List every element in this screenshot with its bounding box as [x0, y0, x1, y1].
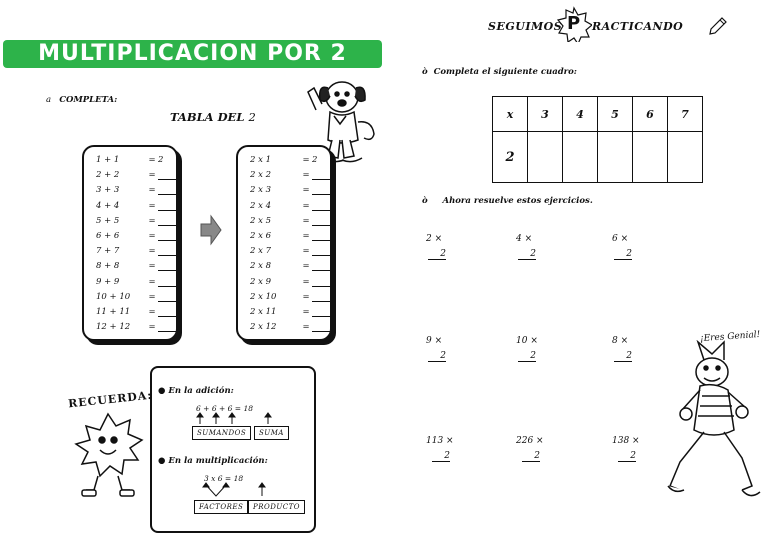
grid-header-cell: 3 — [528, 97, 563, 132]
bullet-icon: ● — [158, 456, 166, 466]
equals-sign: = — [148, 306, 156, 317]
multiplication-expression: 2 x 10 — [250, 291, 277, 302]
multiplication-answer-blank[interactable] — [312, 216, 334, 226]
title-banner: MULTIPLICACION POR 2 — [3, 40, 382, 68]
grid-answer-cell[interactable] — [528, 132, 563, 183]
exercise-bottom: 2 — [518, 249, 536, 260]
grid-header-cell: x — [493, 97, 528, 132]
adicion-heading-text: En la adición: — [168, 386, 234, 396]
exercise — [426, 234, 446, 260]
addition-row — [96, 199, 180, 214]
pencil-icon — [708, 16, 728, 38]
practicando-header — [488, 6, 738, 46]
equals-sign: = — [302, 200, 310, 211]
addition-expression: 11 + 11 — [96, 306, 131, 317]
addition-row — [96, 244, 180, 259]
grid-answer-cell[interactable] — [633, 132, 668, 183]
multiplication-answer-blank[interactable] — [312, 231, 334, 241]
exercise-top: 138 × — [612, 436, 640, 446]
grid-header-cell: 7 — [668, 97, 703, 132]
producto-label: PRODUCTO — [248, 500, 305, 514]
addition-answer-blank[interactable] — [158, 261, 180, 271]
exercise-top: 2 × — [426, 234, 443, 244]
equals-sign: = — [148, 230, 156, 241]
multiplication-row — [250, 168, 334, 183]
multiplication-row — [250, 153, 334, 168]
exercise-bottom: 2 — [518, 351, 536, 362]
exercise — [612, 336, 632, 362]
addition-answer-blank[interactable] — [158, 277, 180, 287]
exercise — [612, 436, 640, 462]
multiplication-expression: 2 x 11 — [250, 306, 277, 317]
addition-row — [96, 275, 180, 290]
addition-expression: 9 + 9 — [96, 276, 120, 287]
exercise-bottom: 2 — [432, 451, 450, 462]
exercise — [516, 436, 544, 462]
multiplication-expression: 2 x 3 — [250, 185, 272, 196]
exercise-top: 9 × — [426, 336, 443, 346]
multiplication-answer-blank[interactable] — [312, 277, 334, 287]
exercise — [516, 336, 538, 362]
multiplication-row — [250, 275, 334, 290]
q1-bullet: ò — [422, 67, 428, 77]
exercise — [426, 336, 446, 362]
multiplication-row — [250, 229, 334, 244]
mult-heading-text: En la multiplicación: — [168, 456, 268, 466]
addition-list — [96, 153, 180, 335]
mult-expression: 3 x 6 = 18 — [204, 474, 244, 483]
star-character-icon — [70, 410, 146, 502]
multiplication-answer-blank[interactable] — [312, 322, 334, 332]
multiplication-table — [236, 145, 332, 341]
exercise-top: 8 × — [612, 336, 629, 346]
multiplication-expression: 2 x 9 — [250, 276, 272, 287]
equals-sign: = — [148, 155, 156, 165]
exercise-bottom: 2 — [428, 249, 446, 260]
addition-expression: 4 + 4 — [96, 200, 120, 211]
addition-expression: 8 + 8 — [96, 261, 120, 272]
addition-answer-blank[interactable] — [158, 322, 180, 332]
bullet-icon: ● — [158, 386, 166, 396]
mult-heading — [158, 456, 268, 466]
table-title — [170, 110, 256, 124]
exercise-bottom: 2 — [522, 451, 540, 462]
multiplication-list — [250, 153, 334, 335]
multiplication-expression: 2 x 12 — [250, 322, 277, 333]
multiplication-row — [250, 183, 334, 198]
header-p: P — [567, 13, 581, 34]
equals-sign: = — [148, 322, 156, 333]
question-2 — [422, 196, 593, 206]
q2-bullet: ò — [422, 196, 428, 206]
addition-row — [96, 153, 180, 168]
addition-answer-blank[interactable] — [158, 170, 180, 180]
multiplication-answer-blank[interactable] — [312, 201, 334, 211]
exercise-bottom: 2 — [618, 451, 636, 462]
remember-box — [150, 366, 316, 533]
addition-row — [96, 214, 180, 229]
grid-answer-cell[interactable] — [563, 132, 598, 183]
multiplication-answer-blank[interactable] — [312, 170, 334, 180]
addition-answer-blank[interactable] — [158, 216, 180, 226]
table-title-prefix: TABLA DEL — [170, 110, 245, 124]
cat-runner-icon — [664, 340, 764, 510]
complete-grid — [492, 96, 703, 183]
equals-sign: = — [148, 170, 156, 181]
sumandos-label: SUMANDOS — [192, 426, 251, 440]
multiplication-expression: 2 x 5 — [250, 215, 272, 226]
addition-row — [96, 320, 180, 335]
grid-header-cell: 4 — [563, 97, 598, 132]
multiplication-answer-blank[interactable] — [312, 246, 334, 256]
addition-expression: 6 + 6 — [96, 230, 120, 241]
multiplication-row — [250, 259, 334, 274]
q1-text: Completa el siguiente cuadro: — [433, 67, 577, 77]
multiplication-answer-blank[interactable] — [312, 292, 334, 302]
addition-answer-blank[interactable] — [158, 185, 180, 195]
exercise — [516, 234, 536, 260]
multiplication-answer-blank[interactable]: 2 — [312, 155, 318, 165]
grid-answer-row — [493, 132, 703, 183]
equals-sign: = — [302, 215, 310, 226]
addition-row — [96, 305, 180, 320]
exercise-bottom: 2 — [614, 351, 632, 362]
addition-expression: 1 + 1 — [96, 155, 120, 165]
grid-row-label: 2 — [493, 132, 528, 183]
exercise — [612, 234, 632, 260]
adicion-expression: 6 + 6 + 6 = 18 — [196, 404, 254, 413]
addition-row — [96, 183, 180, 198]
addition-row — [96, 290, 180, 305]
multiplication-row — [250, 320, 334, 335]
adicion-heading — [158, 386, 234, 396]
multiplication-answer-blank[interactable] — [312, 185, 334, 195]
grid-answer-cell[interactable] — [598, 132, 633, 183]
equals-sign: = — [148, 276, 156, 287]
addition-expression: 3 + 3 — [96, 185, 120, 196]
grid-header-cell: 6 — [633, 97, 668, 132]
equals-sign: = — [302, 155, 310, 165]
equals-sign: = — [148, 291, 156, 302]
equals-sign: = — [302, 185, 310, 196]
bullet: a — [46, 95, 52, 105]
exercise-bottom: 2 — [428, 351, 446, 362]
equals-sign: = — [148, 246, 156, 257]
multiplication-expression: 2 x 4 — [250, 200, 272, 211]
grid-header-row — [493, 97, 703, 132]
multiplication-row — [250, 214, 334, 229]
multiplication-expression: 2 x 6 — [250, 230, 272, 241]
addition-answer-blank[interactable] — [158, 231, 180, 241]
grid-answer-cell[interactable] — [668, 132, 703, 183]
header-left: SEGUIMOS — [488, 20, 563, 33]
factores-label: FACTORES — [194, 500, 248, 514]
exercise-top: 226 × — [516, 436, 544, 446]
addition-expression: 12 + 12 — [96, 322, 131, 333]
exercise-top: 4 × — [516, 234, 533, 244]
multiplication-row — [250, 199, 334, 214]
eres-genial-label: ¡Eres Genial! — [699, 329, 761, 345]
addition-answer-blank[interactable] — [158, 246, 180, 256]
arrow-right-icon — [200, 214, 222, 246]
question-1 — [422, 67, 577, 77]
exercise — [426, 436, 454, 462]
header-right: RACTICANDO — [592, 20, 684, 33]
equals-sign: = — [302, 261, 310, 272]
addition-expression: 2 + 2 — [96, 170, 120, 181]
equals-sign: = — [302, 276, 310, 287]
equals-sign: = — [148, 185, 156, 196]
multiplication-expression: 2 x 2 — [250, 170, 272, 181]
addition-expression: 5 + 5 — [96, 215, 120, 226]
q2-text: Ahora resuelve estos ejercicios. — [442, 196, 593, 206]
addition-answer-blank[interactable] — [158, 292, 180, 302]
multiplication-answer-blank[interactable] — [312, 307, 334, 317]
equals-sign: = — [302, 170, 310, 181]
multiplication-answer-blank[interactable] — [312, 261, 334, 271]
instruction — [46, 95, 117, 105]
addition-row — [96, 229, 180, 244]
exercise-top: 10 × — [516, 336, 538, 346]
addition-expression: 10 + 10 — [96, 291, 131, 302]
addition-answer-blank[interactable] — [158, 307, 180, 317]
addition-answer-blank[interactable]: 2 — [158, 155, 164, 165]
adicion-arrows — [192, 412, 282, 426]
addition-table — [82, 145, 178, 341]
suma-label: SUMA — [254, 426, 289, 440]
equals-sign: = — [302, 230, 310, 241]
multiplication-expression: 2 x 8 — [250, 261, 272, 272]
equals-sign: = — [148, 200, 156, 211]
instruction-label: COMPLETA: — [59, 95, 118, 105]
table-title-number: 2 — [248, 110, 256, 124]
exercise-bottom: 2 — [614, 249, 632, 260]
multiplication-row — [250, 244, 334, 259]
grid-header-cell: 5 — [598, 97, 633, 132]
addition-answer-blank[interactable] — [158, 201, 180, 211]
equals-sign: = — [302, 291, 310, 302]
addition-row — [96, 259, 180, 274]
recuerda-label: RECUERDA: — [67, 388, 153, 411]
equals-sign: = — [148, 261, 156, 272]
equals-sign: = — [148, 215, 156, 226]
mult-arrows — [200, 482, 280, 498]
exercise-top: 6 × — [612, 234, 629, 244]
multiplication-row — [250, 290, 334, 305]
multiplication-row — [250, 305, 334, 320]
addition-row — [96, 168, 180, 183]
equals-sign: = — [302, 306, 310, 317]
exercise-top: 113 × — [426, 436, 454, 446]
equals-sign: = — [302, 322, 310, 333]
addition-expression: 7 + 7 — [96, 246, 120, 257]
multiplication-expression: 2 x 1 — [250, 155, 272, 165]
multiplication-expression: 2 x 7 — [250, 246, 272, 257]
equals-sign: = — [302, 246, 310, 257]
